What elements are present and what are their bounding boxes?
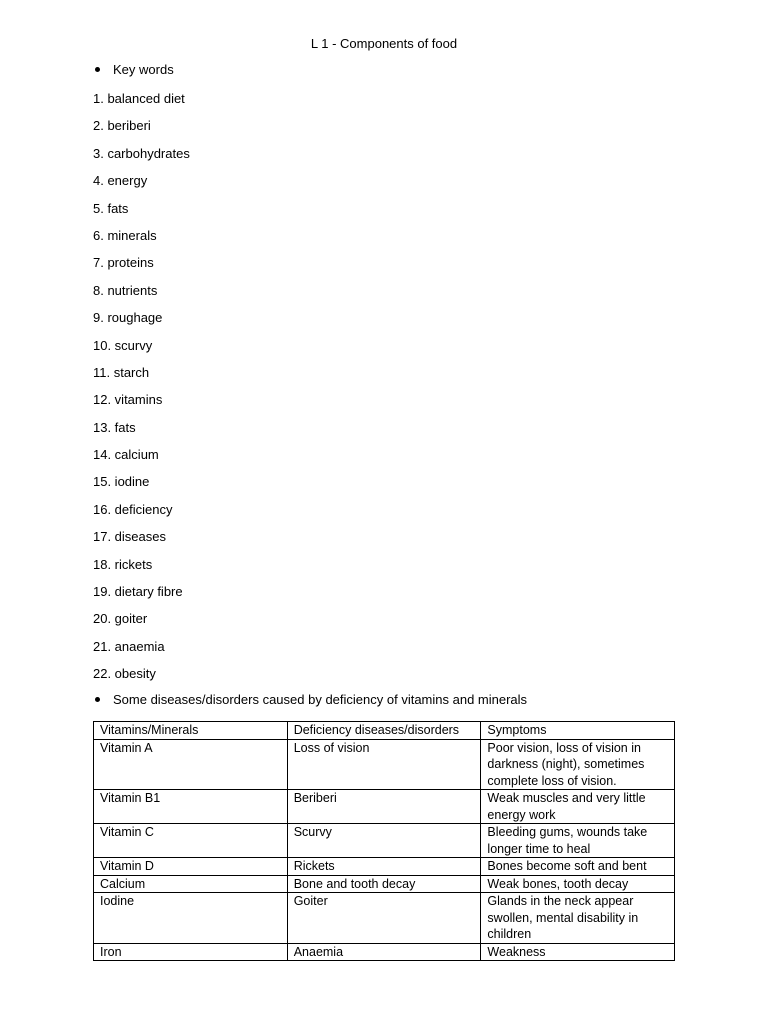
table-cell: Goiter: [287, 893, 481, 944]
list-item: 7. proteins: [93, 255, 154, 271]
table-row: [94, 858, 675, 876]
table-cell: Rickets: [287, 858, 481, 876]
list-item: 9. roughage: [93, 310, 163, 326]
table-cell: Vitamin A: [94, 739, 288, 790]
list-item: 10. scurvy: [93, 337, 153, 353]
diseases-heading-text: Some diseases/disorders caused by deficiency of vitamins and minerals: [113, 692, 528, 707]
table-cell: Scurvy: [287, 824, 481, 858]
table-header-row: [94, 722, 675, 740]
list-item: 2. beriberi: [93, 118, 151, 134]
deficiency-table: [93, 721, 675, 961]
diseases-heading: [93, 692, 527, 707]
table-cell: Bone and tooth decay: [287, 875, 481, 893]
list-item: 13. fats: [93, 419, 136, 435]
table-cell: Iron: [94, 943, 288, 961]
list-item: 19. dietary fibre: [93, 584, 183, 600]
table-cell: Vitamin D: [94, 858, 288, 876]
table-cell: Bones become soft and bent: [481, 858, 675, 876]
keyword-list: [93, 90, 190, 693]
list-item: 21. anaemia: [93, 638, 165, 654]
bullet-icon: [95, 67, 100, 72]
list-item: 14. calcium: [93, 447, 159, 463]
table-cell: Loss of vision: [287, 739, 481, 790]
list-item: 18. rickets: [93, 556, 153, 572]
table-row: [94, 790, 675, 824]
table-cell: Calcium: [94, 875, 288, 893]
table-row: [94, 875, 675, 893]
list-item: 12. vitamins: [93, 392, 163, 408]
table-cell: Vitamin C: [94, 824, 288, 858]
page-title: L 1 - Components of food: [310, 36, 458, 51]
table-row: [94, 893, 675, 944]
header-vitamins-minerals: Vitamins/Minerals: [94, 722, 288, 740]
table-row: [94, 739, 675, 790]
list-item: 1. balanced diet: [93, 91, 185, 106]
table-cell: Weakness: [481, 943, 675, 961]
list-item: 15. iodine: [93, 474, 150, 490]
list-item: 5. fats: [93, 200, 129, 216]
table-cell: Bleeding gums, wounds take longer time to heal: [481, 824, 675, 858]
header-deficiency: Deficiency diseases/disorders: [287, 722, 481, 740]
list-item: 22. obesity: [93, 666, 156, 682]
table-cell: Iodine: [94, 893, 288, 944]
header-symptoms: Symptoms: [481, 722, 675, 740]
keywords-heading-text: Key words: [113, 62, 174, 77]
list-item: 6. minerals: [93, 227, 157, 243]
list-item: 16. deficiency: [93, 501, 173, 517]
table-cell: Vitamin B1: [94, 790, 288, 824]
list-item: 4. energy: [93, 173, 148, 189]
table-cell: Anaemia: [287, 943, 481, 961]
list-item: 8. nutrients: [93, 282, 158, 298]
list-item: 20. goiter: [93, 611, 148, 627]
table-cell: Beriberi: [287, 790, 481, 824]
bullet-icon: [95, 697, 100, 702]
table-cell: Weak muscles and very little energy work: [481, 790, 675, 824]
table-cell: Weak bones, tooth decay: [481, 875, 675, 893]
table-row: [94, 824, 675, 858]
table-cell: Glands in the neck appear swollen, mental disability in children: [481, 893, 675, 944]
list-item: 3. carbohydrates: [93, 145, 190, 161]
list-item: 11. starch: [93, 364, 150, 380]
table-row: [94, 943, 675, 961]
keywords-heading: [93, 62, 174, 77]
list-item: 17. diseases: [93, 529, 166, 545]
table-cell: Poor vision, loss of vision in darkness (night), sometimes complete loss of vision.: [481, 739, 675, 790]
